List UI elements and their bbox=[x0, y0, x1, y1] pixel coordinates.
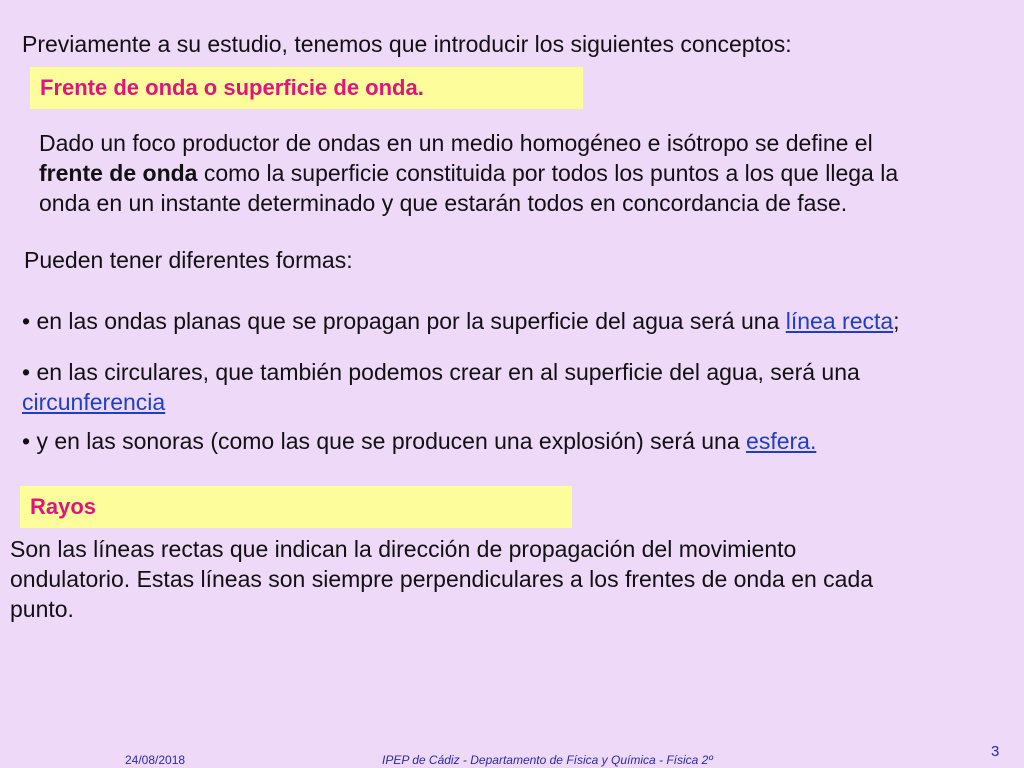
bullet-item-linea-recta bbox=[22, 306, 900, 336]
rayos-line-2: ondulatorio. Estas líneas son siempre perpendiculares a los frentes de onda en cada bbox=[10, 566, 874, 592]
formas-text: Pueden tener diferentes formas: bbox=[24, 247, 353, 273]
rayos-definition bbox=[10, 534, 873, 624]
definition-line-2-rest: como la superficie constituida por todos los puntos a los que llega la bbox=[197, 160, 899, 186]
page-number: 3 bbox=[991, 743, 1000, 760]
definition-line-3: onda en un instante determinado y que estarán todos en concordancia de fase. bbox=[39, 190, 848, 216]
rayos-line-3: punto. bbox=[10, 596, 74, 622]
bullet-1-after: ; bbox=[893, 308, 900, 334]
link-linea-recta[interactable]: línea recta bbox=[785, 308, 894, 334]
footer-institution: IPEP de Cádiz - Departamento de Física y Química - Física 2º bbox=[382, 753, 713, 767]
bullet-1-text: • en las ondas planas que se propagan por la superficie del agua será una bbox=[22, 308, 786, 334]
bullet-item-esfera bbox=[22, 426, 816, 456]
bullet-3-text: • y en las sonoras (como las que se producen una explosión) será una bbox=[22, 428, 747, 454]
bullet-2-text: • en las circulares, que también podemos crear en al superficie del agua, será una bbox=[22, 359, 860, 385]
bullet-item-circunferencia bbox=[22, 357, 860, 417]
definition-bold-term: frente de onda bbox=[39, 160, 198, 186]
intro-text: Previamente a su estudio, tenemos que introducir los siguientes conceptos: bbox=[22, 31, 792, 57]
link-esfera[interactable]: esfera. bbox=[746, 428, 817, 454]
footer-date: 24/08/2018 bbox=[125, 753, 186, 767]
frente-de-onda-definition bbox=[39, 128, 898, 218]
rayos-heading: Rayos bbox=[20, 486, 572, 528]
frente-de-onda-heading: Frente de onda o superficie de onda. bbox=[30, 67, 583, 109]
definition-line-2 bbox=[39, 158, 898, 188]
link-circunferencia[interactable]: circunferencia bbox=[22, 389, 166, 415]
definition-line-1: Dado un foco productor de ondas en un medio homogéneo e isótropo se define el bbox=[39, 130, 873, 156]
rayos-line-1: Son las líneas rectas que indican la dirección de propagación del movimiento bbox=[10, 536, 797, 562]
